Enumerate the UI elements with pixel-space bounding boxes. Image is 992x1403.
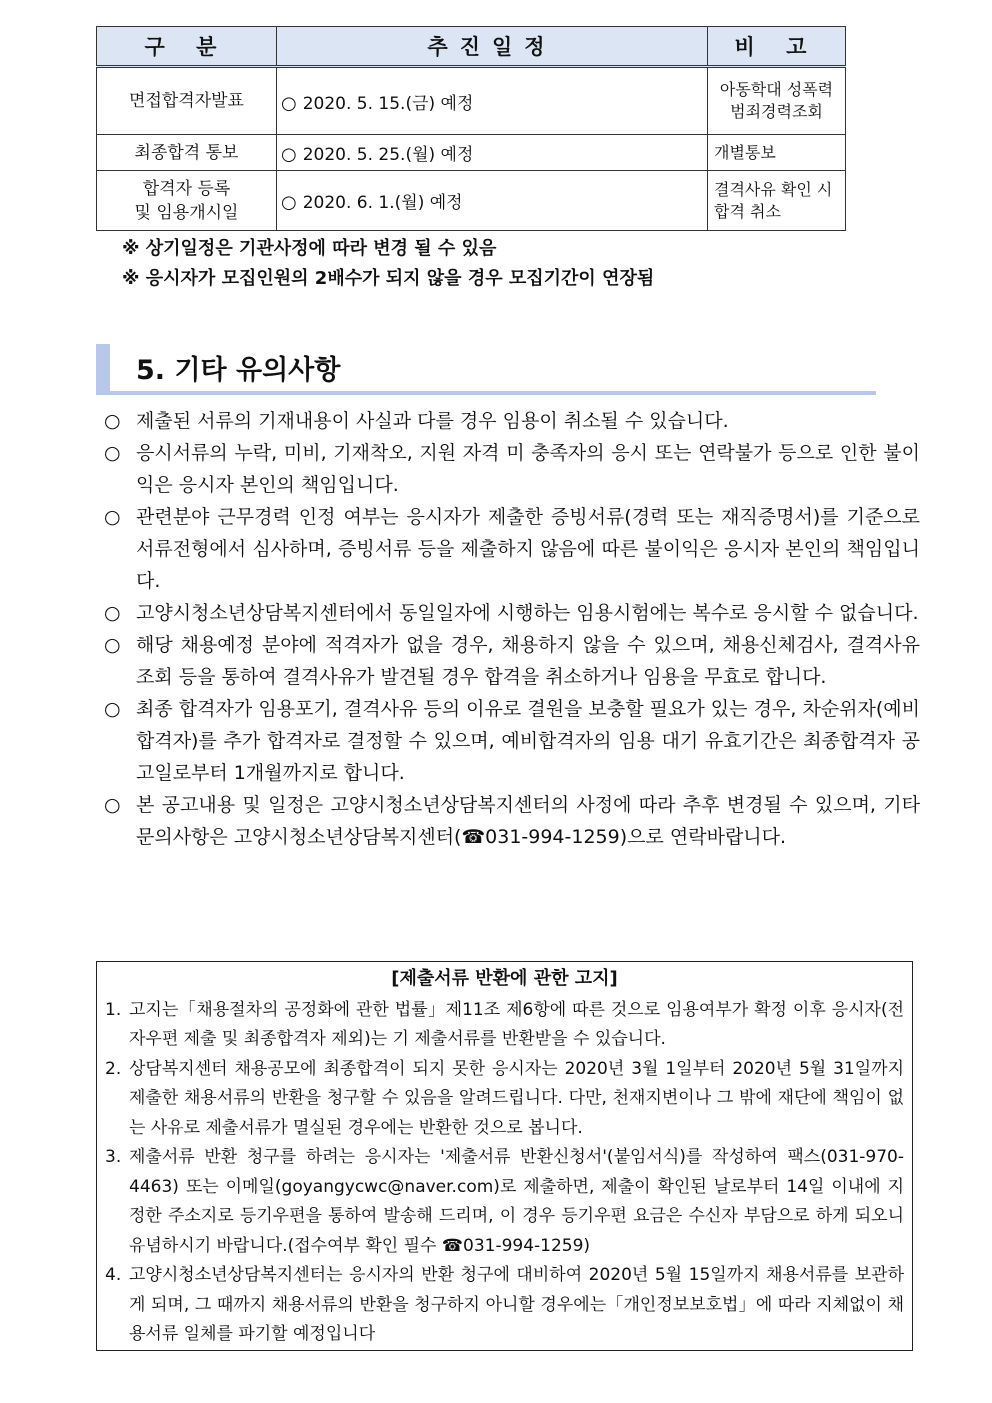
circle-bullet-icon: ○ [281, 192, 297, 213]
circle-bullet-icon: ○ [104, 634, 121, 656]
circle-bullet-icon: ○ [104, 602, 121, 624]
note-line: 합격 취소 [714, 201, 781, 221]
schedule-table [96, 26, 846, 231]
list-item [104, 629, 920, 693]
item-number: 3. [105, 1147, 122, 1167]
list-item-text: 본 공고내용 및 일정은 고양시청소년상담복지센터의 사정에 따라 추후 변경될 수 있으며, 기타 문의사항은 고양시청소년상담복지센터(☎031-994-1259)으로 연락바랍니다. [136, 794, 920, 848]
row-note: 개별통보 [708, 135, 846, 171]
notice-item-text: 고양시청소년상담복지센터는 응시자의 반환 청구에 대비하여 2020년 5월 15일까지 채용서류를 보관하게 되며, 그 때까지 채용서류의 반환을 청구하지 아니할 경우에는「개인정보보호법」에 따라 지체없이 채용서류 일체를 파기할 예정입니다 [129, 1265, 904, 1344]
section-heading [96, 344, 876, 394]
list-item-text: 고양시청소년상담복지센터에서 동일일자에 시행하는 임용시험에는 복수로 응시할 수 없습니다. [136, 602, 919, 624]
row-date [277, 171, 708, 231]
date-text: 2020. 6. 1.(월) 예정 [302, 193, 463, 213]
list-item [104, 501, 920, 597]
notice-item-text: 고지는「채용절차의 공정화에 관한 법률」제11조 제6항에 따른 것으로 임용여부가 확정 이후 응시자(전자우편 제출 및 최종합격자 제외)는 기 제출서류를 반환받을 수 있습니다. [129, 999, 904, 1049]
note-text: ※ 응시자가 모집인원의 2배수가 되지 않을 경우 모집기간이 연장됨 [122, 268, 655, 289]
circle-bullet-icon: ○ [104, 794, 121, 816]
list-item-text: 관련분야 근무경력 인정 여부는 응시자가 제출한 증빙서류(경력 또는 재직증명서)를 기준으로 서류전형에서 심사하며, 증빙서류 등을 제출하지 않음에 따른 불이익은 응시자 본인의 책임입니다. [136, 506, 920, 592]
circle-bullet-icon: ○ [281, 92, 297, 114]
list-item-text: 해당 채용예정 분야에 적격자가 없을 경우, 채용하지 않을 수 있으며, 채용신체검사, 결격사유 조회 등을 통하여 결격사유가 발견될 경우 합격을 취소하거나 임용을 무효로 합니다. [136, 634, 920, 688]
document-return-notice [96, 961, 913, 1351]
note-line: 결격사유 확인 시 [714, 179, 833, 199]
table-row [97, 67, 846, 135]
table-row [97, 135, 846, 171]
notice-item [97, 1143, 912, 1261]
list-item [104, 437, 920, 501]
notice-title: [제출서류 반환에 관한 고지] [391, 968, 618, 989]
row-category [97, 171, 277, 231]
row-note: 아동학대 성폭력 범죄경력조회 [708, 67, 846, 135]
row-category: 면접합격자발표 [97, 67, 277, 135]
table-row [97, 171, 846, 231]
section-title: 5. 기타 유의사항 [136, 355, 341, 386]
circle-bullet-icon: ○ [104, 442, 121, 464]
notice-item [97, 996, 912, 1055]
list-item [104, 693, 920, 789]
heading-accent-bar [96, 344, 110, 392]
list-item [104, 597, 920, 629]
row-note [708, 171, 846, 231]
circle-bullet-icon: ○ [104, 698, 121, 720]
heading-underline [96, 391, 876, 395]
header-category: 구 분 [97, 27, 277, 67]
item-number: 2. [105, 1058, 122, 1079]
category-line: 및 임용개시일 [134, 202, 239, 223]
header-remarks: 비 고 [708, 27, 846, 67]
precautions-list [104, 405, 920, 853]
header-schedule: 추진일정 [277, 27, 708, 67]
category-line: 합격자 등록 [142, 178, 231, 199]
date-text: 2020. 5. 15.(금) 예정 [302, 93, 474, 114]
list-item [104, 789, 920, 853]
item-number: 4. [105, 1265, 122, 1285]
list-item-text: 제출된 서류의 기재내용이 사실과 다를 경우 임용이 취소될 수 있습니다. [136, 410, 729, 432]
note-text: ※ 상기일정은 기관사정에 따라 변경 될 수 있음 [122, 238, 497, 259]
circle-bullet-icon: ○ [104, 506, 121, 528]
circle-bullet-icon: ○ [281, 144, 297, 165]
item-number: 1. [105, 999, 122, 1020]
list-item [104, 405, 920, 437]
list-item-text: 응시서류의 누락, 미비, 기재착오, 지원 자격 미 충족자의 응시 또는 연락불가 등으로 인한 불이익은 응시자 본인의 책임입니다. [136, 442, 920, 496]
notice-item-text: 상담복지센터 채용공모에 최종합격이 되지 못한 응시자는 2020년 3월 1일부터 2020년 5월 31일까지 제출한 채용서류의 반환을 청구할 수 있음을 알려드립니다. 다만, 천재지변이나 그 밖에 재단에 책임이 없는 사유로 제출서류가 멸실된 경우에는 반환한 것으로 봅니다. [129, 1058, 904, 1138]
table-header-row [97, 27, 846, 67]
date-text: 2020. 5. 25.(월) 예정 [302, 145, 474, 165]
list-item-text: 최종 합격자가 임용포기, 결격사유 등의 이유로 결원을 보충할 필요가 있는 경우, 차순위자(예비합격자)를 추가 합격자로 결정할 수 있으며, 예비합격자의 임용 대기 유효기간은 최종합격자 공고일로부터 1개월까지로 합니다. [136, 698, 920, 784]
notice-item [97, 1055, 912, 1144]
notice-item-text: 제출서류 반환 청구를 하려는 응시자는 '제출서류 반환신청서'(붙임서식)를 작성하여 팩스(031-970-4463) 또는 이메일(goyangycwc@naver.com)로 제출하면, 제출이 확인된 날로부터 14일 이내에 지정한 주소지로 등기우편을 통하여 발송해 드리며, 이 경우 등기우편 요금은 수신자 부담으로 하게 되오니 유념하시기 바랍니다.(접수여부 확인 필수 ☎031-994-1259) [129, 1147, 904, 1256]
schedule-notes [122, 234, 654, 294]
row-date [277, 135, 708, 171]
notice-item [97, 1261, 912, 1350]
circle-bullet-icon: ○ [104, 410, 121, 432]
row-category: 최종합격 통보 [97, 135, 277, 171]
row-date [277, 67, 708, 135]
